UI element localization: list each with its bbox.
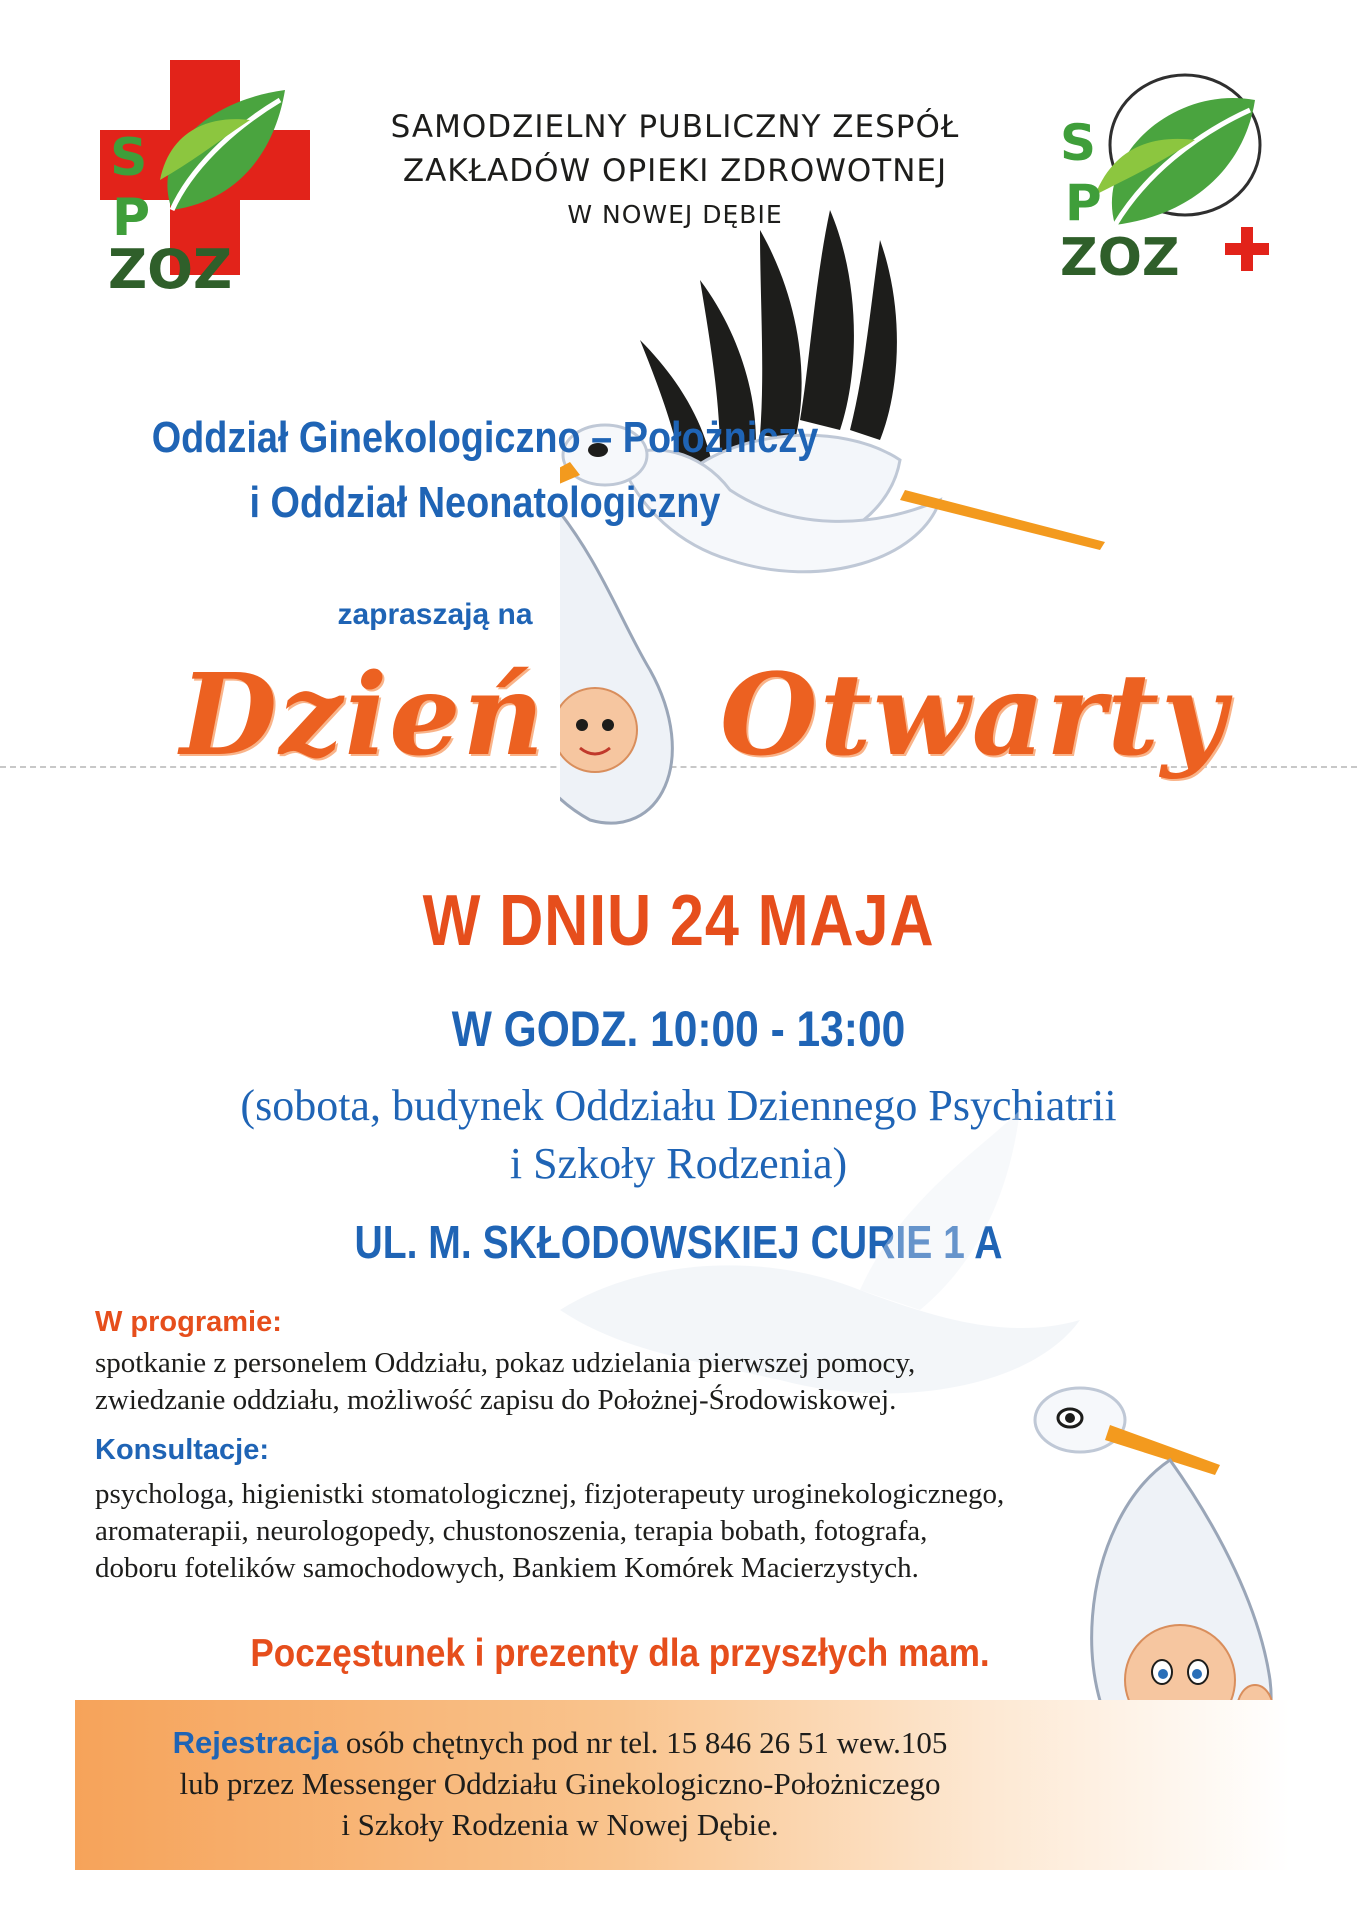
logo-letter-p: P xyxy=(112,188,151,248)
logo-letter-s: S xyxy=(110,128,148,188)
program-line-1: spotkanie z personelem Oddziału, pokaz udzielania pierwszej pomocy, xyxy=(95,1347,916,1379)
institution-line-2: ZAKŁADÓW OPIEKI ZDROWOTNEJ xyxy=(402,153,948,189)
spzoz-cross-leaf-icon xyxy=(100,60,315,300)
departments-line-2: i Oddział Neonatologiczny xyxy=(249,478,721,527)
registration-line-1 xyxy=(85,1722,1035,1763)
invite-text: zapraszają na xyxy=(337,598,533,631)
consultations-line-3: doboru fotelików samochodowych, Bankiem Komórek Macierzystych. xyxy=(95,1552,919,1584)
registration-text xyxy=(85,1722,1035,1845)
program-header: W programie: xyxy=(95,1306,282,1338)
consultations-text xyxy=(95,1476,1004,1587)
event-title-word-2: Otwarty xyxy=(720,650,1229,781)
program-line-2: zwiedzanie oddziału, możliwość zapisu do Położnej-Środowiskowej. xyxy=(95,1384,897,1416)
registration-phone: osób chętnych pod nr tel. 15 846 26 51 wew.105 xyxy=(338,1725,948,1760)
logo-letter-s: S xyxy=(1060,114,1097,172)
consultations-header: Konsultacje: xyxy=(95,1434,270,1466)
event-hours: W GODZ. 10:00 - 13:00 xyxy=(451,1001,906,1057)
event-title-word-1: Dzień xyxy=(180,650,546,781)
consultations-line-2: aromaterapii, neurologopedy, chustonoszenia, terapia bobath, fotografa, xyxy=(95,1515,928,1547)
institution-line-1: SAMODZIELNY PUBLICZNY ZESPÓŁ xyxy=(390,109,960,145)
departments-line-1: Oddział Ginekologiczno – Położniczy xyxy=(151,413,819,462)
logo-letter-p: P xyxy=(1065,174,1102,232)
logo-zoz-text: ZOZ xyxy=(108,238,233,300)
logo-zoz-text: ZOZ xyxy=(1060,228,1180,288)
plus-icon xyxy=(1225,227,1269,271)
institution-line-3: W NOWEJ DĘBIE xyxy=(567,200,783,229)
event-date: W DNIU 24 MAJA xyxy=(422,881,935,961)
registration-line-2: lub przez Messenger Oddziału Ginekologiczno-Położniczego xyxy=(179,1766,941,1801)
place-line-2: i Szkoły Rodzenia) xyxy=(509,1139,848,1188)
event-address: UL. M. SKŁODOWSKIEJ CURIE 1 A xyxy=(354,1216,1003,1268)
registration-keyword: Rejestracja xyxy=(172,1725,339,1760)
program-text xyxy=(95,1345,915,1419)
spzoz-logo-left xyxy=(100,60,315,300)
treats-text: Poczęstunek i prezenty dla przyszłych mam. xyxy=(250,1632,990,1675)
consultations-line-1: psychologa, higienistki stomatologicznej, fizjoterapeuty uroginekologicznego, xyxy=(95,1478,1005,1510)
place-line-1: (sobota, budynek Oddziału Dziennego Psychiatrii xyxy=(240,1081,1117,1130)
departments-title xyxy=(132,405,837,535)
registration-line-3: i Szkoły Rodzenia w Nowej Dębie. xyxy=(341,1807,779,1842)
